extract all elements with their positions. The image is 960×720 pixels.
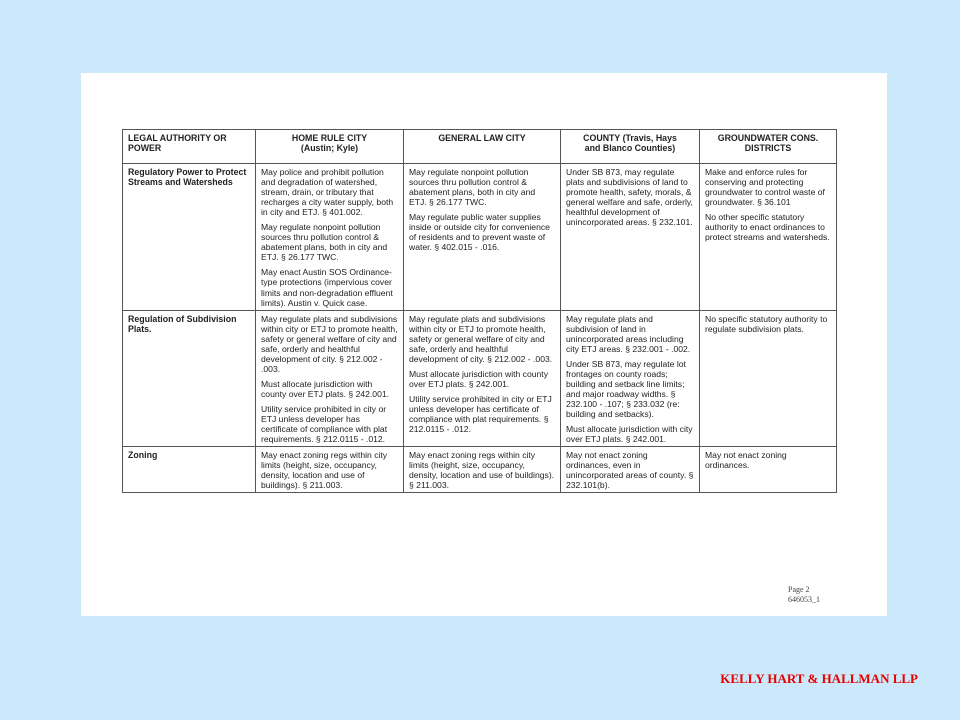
cell-paragraph: No other specific statutory authority to enact ordinances to protect streams and watersheds. — [705, 212, 830, 243]
cell-paragraph: May regulate plats and subdivision of land in unincorporated areas including city ETJ areas. § 232.001 - .002. — [566, 313, 691, 354]
table-header-row — [123, 130, 837, 164]
cell-paragraph: May enact Austin SOS Ordinance-type protections (impervious cover limits and non-degradation effluent limits). Austin v. Quick case. — [261, 267, 393, 308]
cell-paragraph: Must allocate jurisdiction with county over ETJ plats. § 242.001. — [261, 378, 390, 399]
legal-authority-table — [122, 129, 837, 493]
cell-paragraph: No specific statutory authority to regulate subdivision plats. — [705, 313, 828, 334]
row-label: Zoning — [123, 447, 256, 493]
cell-paragraph: Must allocate jurisdiction with county over ETJ plats. § 242.001. — [409, 368, 548, 389]
cell-paragraph: May regulate public water supplies inside or outside city for convenience of residents and to prevent waste of water. § 402.015 - .016. — [409, 212, 550, 253]
row-label: Regulation of Subdivision Plats. — [123, 310, 256, 447]
groundwater-cell — [700, 164, 837, 311]
cell-paragraph: Under SB 873, may regulate lot frontages on county roads; building and setback line limits; and major roadway widths. § 232.100 - .107; § 233.032 (re: building and setbacks). — [566, 358, 686, 420]
cell-paragraph: May regulate plats and subdivisions within city or ETJ to promote health, safety or general welfare of city and safe, orderly and healthful development of city. § 212.002 - .003. — [409, 313, 553, 364]
groundwater-cell — [700, 447, 837, 493]
general-law-cell — [404, 164, 561, 311]
document-number: 646053_1 — [788, 594, 820, 604]
page-number: Page 2 — [788, 585, 810, 594]
cell-paragraph: Under SB 873, may regulate plats and subdivisions of land to promote health, safety, morals, & general welfare and safe, orderly, healthful development of unincorporated areas. § 232.101. — [566, 167, 693, 228]
header-home-rule-city: HOME RULE CITY (Austin; Kyle) — [256, 130, 404, 164]
county-cell — [561, 447, 700, 493]
cell-paragraph: Utility service prohibited in city or ETJ unless developer has certificate of compliance with plat requirements. § 212.0115 - .012. — [261, 403, 388, 445]
header-groundwater-districts: GROUNDWATER CONS. DISTRICTS — [700, 130, 837, 164]
cell-paragraph: Make and enforce rules for conserving and protecting groundwater to control waste of groundwater. § 36.101 — [705, 167, 825, 208]
page-footer — [788, 585, 820, 604]
groundwater-cell — [700, 310, 837, 447]
firm-name: KELLY HART & HALLMAN LLP — [720, 671, 918, 686]
header-legal-authority: LEGAL AUTHORITY OR POWER — [123, 130, 256, 164]
cell-paragraph: May regulate nonpoint pollution sources thru pollution control & abatement plans, both in city and ETJ. § 26.177 TWC. — [409, 167, 536, 208]
home-rule-cell — [256, 447, 404, 493]
cell-paragraph: May enact zoning regs within city limits (height, size, occupancy, density, location and use of buildings). § 211.003. — [409, 450, 555, 491]
table-row — [123, 164, 837, 311]
cell-paragraph: May enact zoning regs within city limits (height, size, occupancy, density, location and use of buildings). § 211.003. — [261, 450, 388, 491]
cell-paragraph: May not enact zoning ordinances, even in unincorporated areas of county. § 232.101(b). — [566, 450, 694, 491]
table-row — [123, 310, 837, 447]
cell-paragraph: Utility service prohibited in city or ETJ unless developer has certificate of compliance with plat requirements. § 212.0115 - .012. — [409, 393, 552, 435]
cell-paragraph: May regulate plats and subdivisions within city or ETJ to promote health, safety or general welfare of city and safe, orderly and healthful development of city. § 212.002 - .003. — [261, 313, 398, 374]
county-cell — [561, 310, 700, 447]
cell-paragraph: May regulate nonpoint pollution sources thru pollution control & abatement plans, both in city and ETJ. § 26.177 TWC. — [261, 222, 388, 263]
header-general-law-city: GENERAL LAW CITY — [404, 130, 561, 164]
cell-paragraph: May not enact zoning ordinances. — [705, 450, 787, 471]
cell-paragraph: May police and prohibit pollution and degradation of watershed, stream, drain, or tributary that recharges a city water supply, both in city and ETJ. § 401.002. — [261, 167, 394, 218]
cell-paragraph: Must allocate jurisdiction with city over ETJ plats. § 242.001. — [566, 424, 693, 445]
county-cell — [561, 164, 700, 311]
row-label: Regulatory Power to Protect Streams and Watersheds — [123, 164, 256, 311]
general-law-cell — [404, 310, 561, 447]
document-page — [81, 73, 887, 616]
table-row — [123, 447, 837, 493]
header-county: COUNTY (Travis, Hays and Blanco Counties) — [561, 130, 700, 164]
home-rule-cell — [256, 164, 404, 311]
home-rule-cell — [256, 310, 404, 447]
general-law-cell — [404, 447, 561, 493]
